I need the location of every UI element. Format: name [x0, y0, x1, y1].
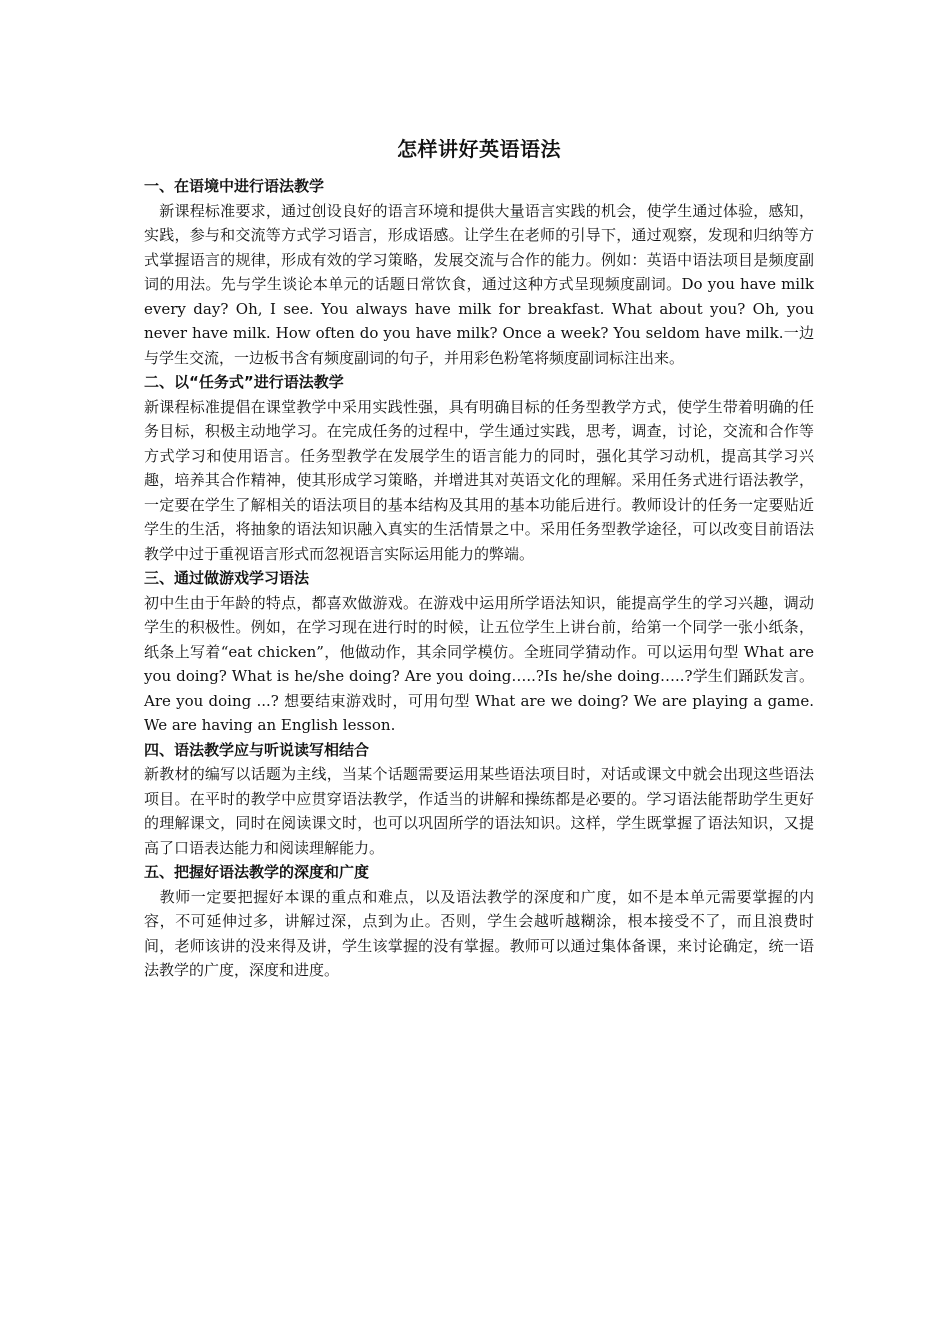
section-heading: 五、把握好语法教学的深度和广度: [144, 863, 370, 881]
section-3: [144, 566, 814, 738]
section-body: 新教材的编写以话题为主线，当某个话题需要运用某些语法项目时，对话或课文中就会出现这些语法项目。在平时的教学中应贯穿语法教学，作适当的讲解和操练都是必要的。学习语法能帮助学生更好的理解课文，同时在阅读课文时，也可以巩固所学的语法知识。这样，学生既掌握了语法知识，又提高了口语表达能力和阅读理解能力。: [144, 765, 814, 857]
section-4: [144, 738, 814, 861]
section-1: [144, 174, 814, 370]
section-5: [144, 860, 814, 983]
document-title: 怎样讲好英语语法: [397, 137, 561, 161]
section-heading: 三、通过做游戏学习语法: [144, 569, 310, 587]
section-2: [144, 370, 814, 566]
section-heading: 一、在语境中进行语法教学: [144, 177, 325, 195]
section-heading: 四、语法教学应与听说读写相结合: [144, 740, 370, 759]
section-body: 新课程标准要求，通过创设良好的语言环境和提供大量语言实践的机会，使学生通过体验，感知，实践，参与和交流等方式学习语言，形成语感。让学生在老师的引导下，通过观察，发现和归纳等方式掌握语言的规律，形成有效的学习策略，发展交流与合作的能力。例如：英语中语法项目是频度副词的用法。先与学生谈论本单元的话题日常饮食，通过这种方式呈现频度副词。Do you have milk every day? Oh, I see. You always have milk for breakfast. What about you? Oh, you never have milk. How often do you have milk? Once a week? You seldom have milk.一边与学生交流，一边板书含有频度副词的句子，并用彩色粉笔将频度副词标注出来。: [144, 201, 814, 367]
section-heading: 二、以“任务式”进行语法教学: [144, 373, 344, 391]
section-body: 新课程标准提倡在课堂教学中采用实践性强，具有明确目标的任务型教学方式，使学生带着明确的任务目标，积极主动地学习。在完成任务的过程中，学生通过实践，思考，调查，讨论，交流和合作等方式学习和使用语言。任务型教学在发展学生的语言能力的同时，强化其学习动机，提高其学习兴趣，培养其合作精神，使其形成学习策略，并增进其对英语文化的理解。采用任务式进行语法教学，一定要在学生了解相关的语法项目的基本结构及其用的基本功能后进行。教师设计的任务一定要贴近学生的生活，将抽象的语法知识融入真实的生活情景之中。采用任务型教学途径，可以改变目前语法教学中过于重视语言形式而忽视语言实际运用能力的弊端。: [144, 397, 814, 563]
section-body: 教师一定要把握好本课的重点和难点，以及语法教学的深度和广度，如不是本单元需要掌握的内容，不可延伸过多，讲解过深，点到为止。否则，学生会越听越糊涂，根本接受不了，而且浪费时间，老师该讲的没来得及讲，学生该掌握的没有掌握。教师可以通过集体备课，来讨论确定，统一语法教学的广度，深度和进度。: [144, 887, 814, 979]
section-body: 初中生由于年龄的特点，都喜欢做游戏。在游戏中运用所学语法知识，能提高学生的学习兴趣，调动学生的积极性。例如，在学习现在进行时的时候，让五位学生上讲台前，给第一个同学一张小纸条，纸条上写着“eat chicken”，他做动作，其余同学模仿。全班同学猜动作。可以运用句型 What are you doing? What is he/she doing? Are you doing…..?Is he/she doing…..?学生们踊跃发言。Are you doing ...? 想要结束游戏时，可用句型 What are we doing? We are playing a game. We are having an English lesson.: [144, 593, 814, 734]
document-page: [144, 134, 814, 983]
